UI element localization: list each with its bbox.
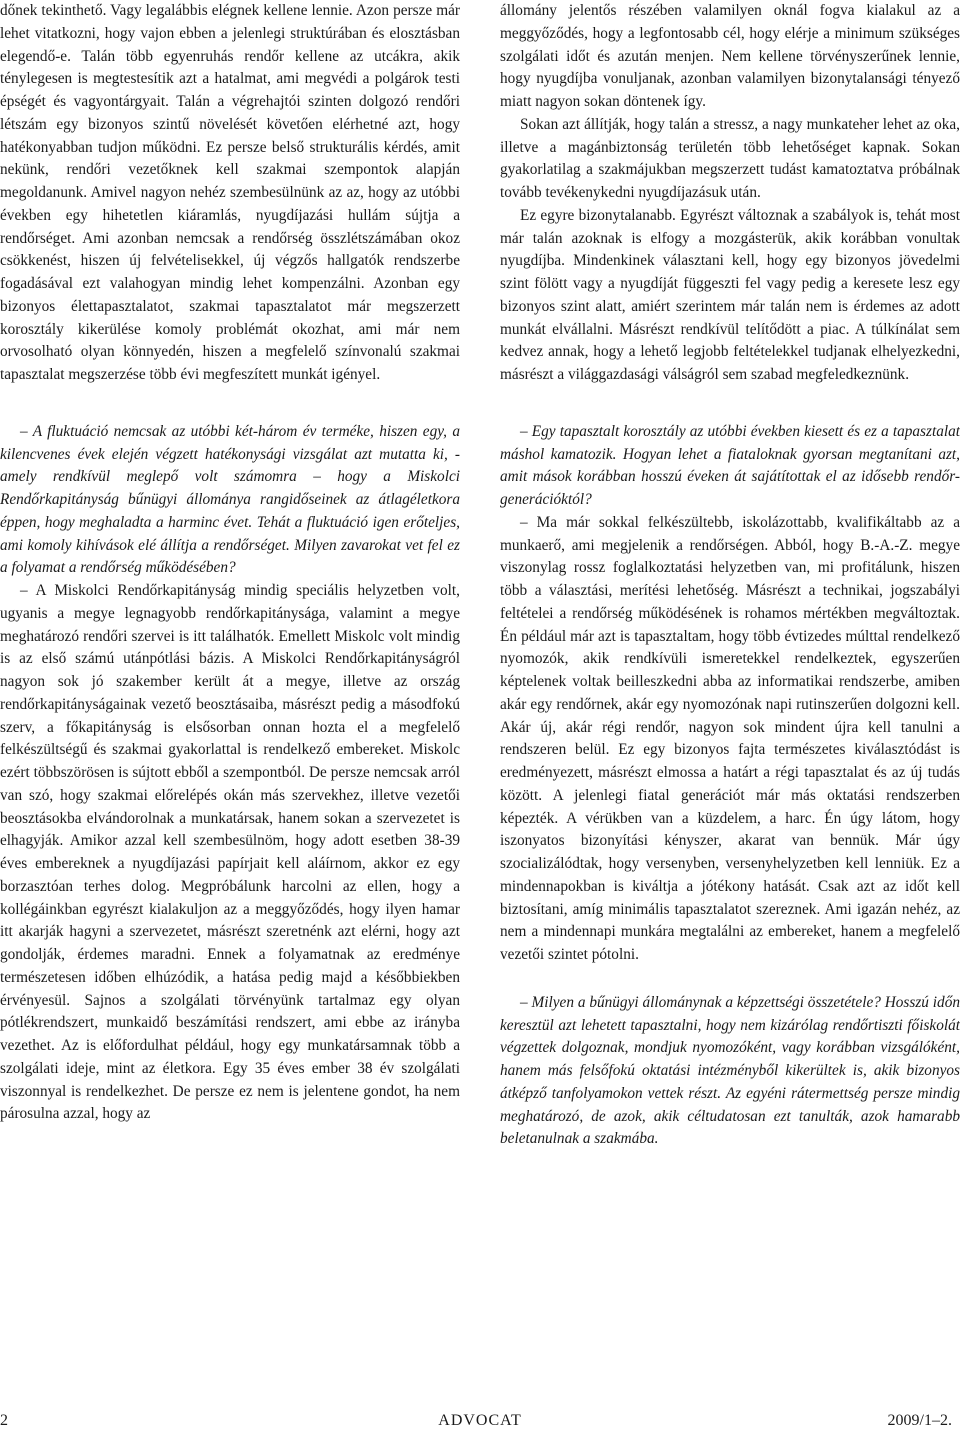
issue-number: 2009/1–2. <box>887 1412 952 1429</box>
body-paragraph: Ez egyre bizonytalanabb. Egyrészt változnak a szabályok is, tehát most már talán azoknak is elfogy a mozgásterük, akik korábban vonultak nyugdíjba. Mindenkinek választani kell, hogy egy bizonyos jövedelmi szint fölött vagy a nyugdíját függeszti fel vagy pedig a keresete lesz egy bizonyos szint alatt, amiért szerintem már talán nem is érdemes az adott munkát elvállalni. Másrészt rendkívül telítődött a piac. A túlkínálat sem kedvez annak, hogy a lehető legjobb feltételekkel tudjanak elhelyezkedni, másrészt a világgazdasági válságról sem szabad megfeledkeznünk. <box>500 206 960 383</box>
right-column <box>500 0 960 1151</box>
interview-question: – A fluktuáció nemcsak az utóbbi két-három év terméke, hiszen egy, a kilencvenes évek elején végzett hatékonysági vizsgálat azt mutatta ki, - amely rendkívül meglepő volt számomra – hogy a Miskolci Rendőrkapitányság bűnügyi állománya rangidőseinek az átlagéletkora éppen, hogy meghaladta a harminc évet. Tehát a fluktuáció igen erőteljes, ami komoly kihívások elé állítja a rendőrséget. Milyen zavarokat vet fel ez a folyamat a rendőrség működésében? <box>0 422 460 577</box>
section-gap <box>500 387 960 421</box>
body-paragraph: dőnek tekinthető. Vagy legalábbis elégnek kellene lennie. Azon persze már lehet vitatkozni, hogy vajon ebben a jelenlegi struktúrában és elosztásban elegendő-e. Talán több egyenruhás rendőr kellene az utcákra, akik ténylegesen is megtestesítik azt a hatalmat, ami megvédi a polgárok testi épségét és vagyontárgyait. Talán a végrehajtói szinten dolgozó rendőri létszám egy bizonyos szintű növelését követően elérhetné azt, hogy hatékonyabban tudjon működni. Ez persze belső strukturális kérdés, amit nekünk, rendőri vezetőknek kell szakmai szempontok alapján megoldanunk. Amivel nagyon nehéz szembesülnünk az az, hogy az utóbbi években egy hihetetlen kiáramlás, nyugdíjazási hullám sújtja a rendőrséget. Ami azonban nemcsak a rendőrség összlétszámában okoz csökkenést, hiszen új felvételisekkel, új végzős hallgatók rendszerbe fogadásával ezt valahogyan mindig lehet kompenzálni. Azonban egy bizonyos élettapasztalatot, szakmai tapasztalatot már megszerzett korosztály kikerülése komoly problémát okozhat, ami már nem orvosolható olyan könnyedén, hiszen a megfelelő színvonalú szakmai tapasztalat megszerzése több évi megfeszített munkát igényel. <box>0 2 460 383</box>
section-gap <box>0 387 460 421</box>
body-paragraph: állomány jelentős részében valamilyen oknál fogva kialakul az a meggyőződés, hogy a legfontosabb cél, hogy elérje a minimum szükséges szolgálati időt és azután menjen. Nem kellene törvényszerűnek lennie, hogy nyugdíjba vonuljanak, azonban valamilyen bizonytalansági tényező miatt nagyon sokan döntenek így. <box>500 2 960 110</box>
interview-question: – Egy tapasztalt korosztály az utóbbi években kiesett és ez a tapasztalat máshol kamatozik. Hogyan lehet a fiataloknak gyorsan megtanítani azt, amit mások korábban hosszú éveken át sajátítottak el az idősebb rendőr-generációktól? <box>500 422 960 508</box>
left-column <box>0 0 460 1126</box>
interview-question: – Milyen a bűnügyi állománynak a képzettségi összetétele? Hosszú időn keresztül azt lehetett tapasztalni, hogy nem kizárólag rendőrtiszti főiskolát végzettek dolgoznak, mondjuk nyomozóként, vagy korábban vizsgálóként, hanem más felsőfokú oktatási intézményből kikerültek is, akik bizonyos átképző tanfolyamokon vettek részt. Az egyéni rátermettség persze mindig meghatározó, de azok, akik céltudatosan ezt tanulták, azok hamarabb beletanulnak a szakmába. <box>500 993 960 1148</box>
page-footer <box>0 1412 960 1434</box>
page-number: 2 <box>0 1412 8 1429</box>
interview-answer: – Ma már sokkal felkészültebb, iskolázottabb, kvalifikáltabb az a munkaerő, ami megjelenik a rendőrségen. Abból, hogy B.-A.-Z. megye viszonylag rossz foglalkoztatási helyzetben van, mi profitálunk, hiszen több a választási, merítési lehetőség. Másrészt a technikai, jogszabályi feltételei a rendőrség működésének is rohamos mértékben megváltoztak. Én például már azt is tapasztaltam, hogy több évtizedes múlttal rendelkező nyomozók, akik rendkívüli ismeretekkel rendelkeztek, egyszerűen képtelenek voltak beilleszkedni abba az informatikai rendszerbe, amiben akár egy rendőrnek, akár egy nyomozónak napi rutinszerűen dolgozni kell. Akár új, akár régi rendőr, nagyon sok mindent újra kell tanulni a rendszeren belül. Ez egy bizonyos fajta természetes kiválasztódást is eredményezett, másrészt elmossa a határt a régi tapasztalat és az új tudás között. A jelenlegi fiatal generációt már más oktatási rendszerben képezték. A vérükben van a küzdelem, a harc. Én úgy látom, hogy iszonyatos bizonyítási kényszer, akarat van bennük. Már úgy szocializálódtak, hogy versenyben, versenyhelyzetben kell lenniük. Ez a mindennapokban is kiváltja a jótékony hatását. Csak azt az időt kell biztosítani, amíg minimális tapasztalatot szereznek. Ami igazán nehéz, az nem a mindennapi munkára megtalálni az embereket, hanem a megfelelő vezetői szintet pótolni. <box>500 513 960 963</box>
body-paragraph: Sokan azt állítják, hogy talán a stressz, a nagy munkateher lehet az oka, illetve a magánbiztonság területén több lehetőséget kapnak. Sokan gyakorlatilag a szakmájukban megszerzett tudást kamatoztatva próbálnak tovább tevékenykedni nyugdíjazásuk után. <box>500 115 960 201</box>
magazine-title: ADVOCAT <box>438 1412 522 1429</box>
section-gap <box>500 967 960 992</box>
interview-answer: – A Miskolci Rendőrkapitányság mindig speciális helyzetben volt, ugyanis a megye legnagyobb rendőrkapitánysága, valamint a megye meghatározó rendőri szervei is itt találhatók. Emellett Miskolc volt mindig is az első számú utánpótlási bázis. A Miskolci Rendőrkapitányságról nagyon sok jó szakember került át a megye, illetve az ország rendőrkapitányságainak vezető beosztásaiba, másrészt pedig a másodfokú szerv, a főkapitányság is elsősorban onnan hozta el a megfelelő felkészültségű és szakmai gyakorlattal is rendelkező embereket. Miskolc ezért többszörösen is sújtott ebből a szempontból. De persze nemcsak arról van szó, hogy szakmai előrelépés okán más szervekhez, illetve vezetői beosztásokba elvándorolnak a munkatársak, hanem sokan a szervezetet is elhagyják. Amikor azzal kell szembesülnöm, hogy adott esetben 38-39 éves embereknek a nyugdíjazási papírjait kell aláírnom, akkor ez egy borzasztóan terhes dolog. Megpróbálunk harcolni az ellen, hogy a kollégáinkban egyrészt kialakuljon az a meggyőződés, hogy ilyen hamar itt akarják hagyni a szervezetet, másrészt szeretnénk azt elérni, hogy azt gondolják, érdemes maradni. Ennek a folyamatnak az eredménye természetesen időben elhúzódik, a hatása pedig majd a későbbiekben érvényesül. Sajnos a szolgálati törvényünk tartalmaz egy olyan pótlékrendszert, munkaidő beszámítási rendszert, ami ebbe az irányba vezethet. Az is előfordulhat például, hogy egy munkatársamnak több a szolgálati ideje, mint az életkora. Egy 35 éves ember 38 év szolgálati viszonnyal is rendelkezhet. De persze ez nem is jelentene gondot, ha nem párosulna azzal, hogy az <box>0 582 460 1123</box>
